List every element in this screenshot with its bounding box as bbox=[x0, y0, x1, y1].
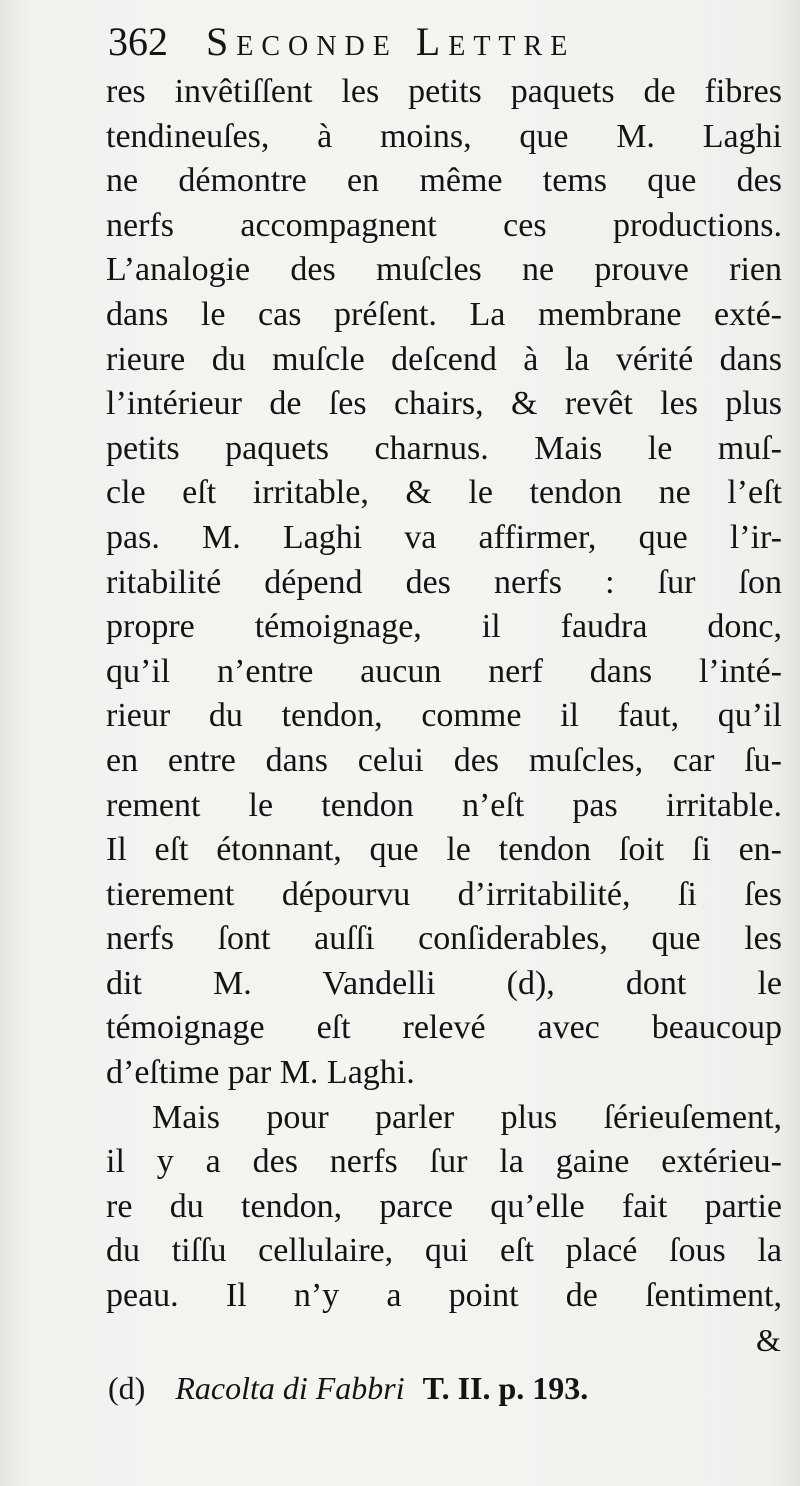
running-title: Seconde Lettre bbox=[206, 19, 576, 64]
footnote-source: Racolta di Fabbri bbox=[175, 1370, 405, 1406]
text-line: dans le cas préſent. La membrane exté- bbox=[106, 295, 782, 333]
text-line: en entre dans celui des muſcles, car ſu- bbox=[106, 741, 782, 779]
text-line: témoignage eſt relevé avec beaucoup bbox=[106, 1009, 782, 1047]
text-line: peau. Il n’y a point de ſentiment, bbox=[106, 1277, 782, 1315]
text-line: rement le tendon n’eſt pas irritable. bbox=[106, 786, 782, 824]
footnote-mark: (d) bbox=[108, 1370, 146, 1406]
text-line: Il eſt étonnant, que le tendon ſoit ſi en- bbox=[106, 831, 782, 869]
text-line: du tiſſu cellulaire, qui eſt placé ſous la bbox=[106, 1232, 782, 1270]
text-line: pas. M. Laghi va affirmer, que l’ir- bbox=[106, 518, 782, 556]
text-line: rieur du tendon, comme il faut, qu’il bbox=[106, 697, 782, 735]
page-number: 362 bbox=[108, 19, 168, 64]
text-line: qu’il n’entre aucun nerf dans l’inté- bbox=[106, 652, 782, 690]
text-line: res invêtiſſent les petits paquets de fibres bbox=[106, 73, 782, 110]
text-line: il y a des nerfs ſur la gaine extérieu- bbox=[106, 1143, 782, 1181]
text-line: ne démontre en même tems que des bbox=[106, 162, 782, 200]
text-line: l’intérieur de ſes chairs, & revêt les plus bbox=[106, 385, 782, 423]
text-line: dit M. Vandelli (d), dont le bbox=[106, 964, 782, 1002]
text-line: cle eſt irritable, & le tendon ne l’eſt bbox=[106, 474, 782, 512]
text-line: L’analogie des muſcles ne prouve rien bbox=[106, 251, 782, 289]
text-line: propre témoignage, il faudra donc, bbox=[106, 608, 782, 646]
text-line: nerfs ſont auſſi conſiderables, que les bbox=[106, 920, 782, 958]
footnote bbox=[108, 1366, 758, 1410]
text-line: petits paquets charnus. Mais le muſ- bbox=[106, 429, 782, 467]
text-line: tierement dépourvu d’irritabilité, ſi ſes bbox=[106, 875, 782, 913]
paragraph-end-line: d’eſtime par M. Laghi. bbox=[106, 1054, 415, 1092]
text-line: nerfs accompagnent ces productions. bbox=[106, 206, 782, 244]
body-text bbox=[106, 70, 782, 1319]
footnote-reference: T. II. p. 193. bbox=[422, 1370, 589, 1406]
text-line: re du tendon, parce qu’elle fait partie bbox=[106, 1187, 782, 1225]
text-line: rieure du muſcle deſcend à la vérité dans bbox=[106, 340, 782, 378]
text-line: tendineuſes, à moins, que M. Laghi bbox=[106, 117, 782, 155]
page-header bbox=[108, 14, 708, 70]
catchword: & bbox=[756, 1322, 781, 1358]
paragraph-start-line: Mais pour parler plus ſérieuſement, bbox=[152, 1098, 782, 1136]
text-line: ritabilité dépend des nerfs : ſur ſon bbox=[106, 563, 782, 601]
